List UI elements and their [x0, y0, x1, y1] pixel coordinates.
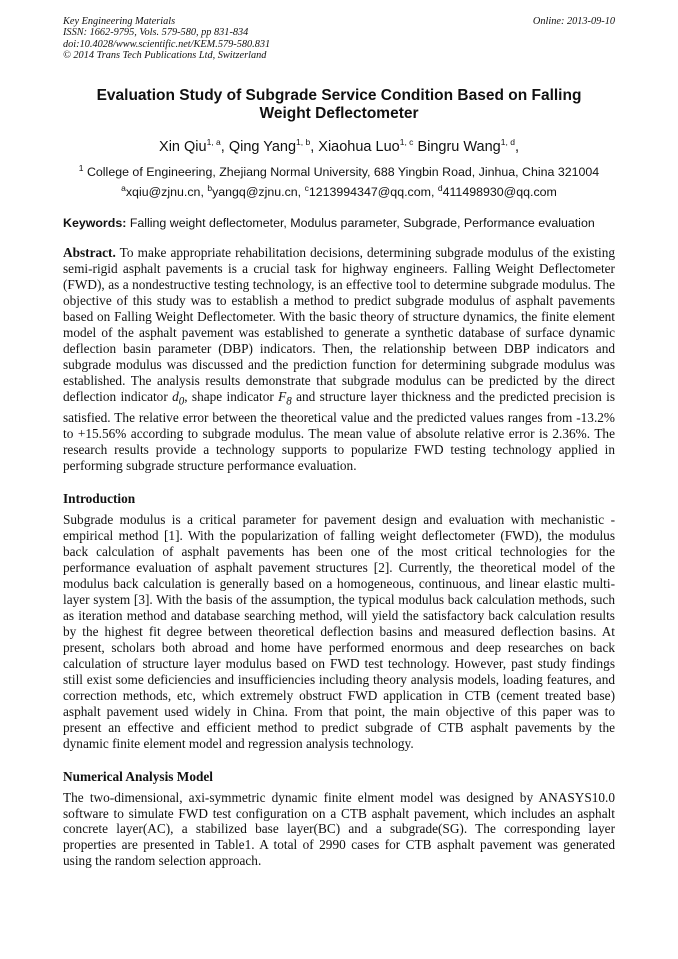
- author-name: Qing Yang: [228, 139, 297, 156]
- journal-header: [63, 16, 615, 61]
- keywords-label: Keywords:: [63, 216, 127, 231]
- var-subscript: 8: [286, 395, 292, 408]
- var-symbol: F: [278, 388, 287, 404]
- online-date: Online: 2013-09-10: [532, 16, 615, 27]
- email-link[interactable]: yangq@zjnu.cn: [212, 185, 298, 200]
- email-mark: c: [304, 183, 309, 194]
- shape-indicator-var: [278, 388, 292, 408]
- email-list: $^a$xqiu@zjnu.cn, $^b$yangq@zjnu.cn, $^c$1213994347@qq.com, $^d$411498930@qq.com: [121, 183, 557, 200]
- deflection-indicator-var: [172, 388, 185, 408]
- var-subscript: 0: [178, 395, 185, 408]
- affiliation: [63, 163, 615, 179]
- email-mark: b: [207, 183, 213, 194]
- email-link[interactable]: xqiu@zjnu.cn: [125, 185, 201, 200]
- email-link[interactable]: 1213994347@qq.com: [308, 185, 431, 200]
- author-affil-mark: 1, d: [500, 137, 515, 148]
- section-heading-introduction: Introduction: [63, 491, 136, 507]
- author-affil-mark: 1, b: [296, 137, 311, 148]
- paper-title: Evaluation Study of Subgrade Service Condition Based on Falling Weight Deflectometer: [96, 87, 582, 123]
- var-symbol: d: [172, 388, 179, 404]
- abstract-text: , shape indicator: [184, 388, 274, 404]
- author-affil-mark: 1, c: [399, 137, 414, 148]
- copyright-line: © 2014 Trans Tech Publications Ltd, Switzerland: [63, 49, 267, 61]
- numerical-model-paragraph: The two-dimensional, axi-symmetric dynamic finite elment model was designed by ANASYS10.0 software to simulate FWD test configuration on a CTB asphalt pavement, which includes an asphalt concrete layer(AC), a stabilized base layer(BC) and a subgrade(SG). The corresponding layer properties are presented in Table1. A total of 2990 cases for CTB asphalt pavement was generated using the random selection approach.: [63, 789, 615, 869]
- author-name: Xiaohua Luo: [318, 139, 400, 156]
- paper-page: [63, 16, 615, 869]
- doi-line: doi:10.4028/www.scientific.net/KEM.579-580.831: [63, 38, 271, 50]
- abstract-text: To make appropriate rehabilitation decisions, determining subgrade modulus of the existing semi-rigid asphalt pavements is a crucial task for highway engineers. Falling Weight Deflectometer (FWD), as a nondestructive testing technology, is an effective tool to determine subgrade modulus. The objective of this study was to establish a method to predict subgrade modulus of asphalt pavements based on Falling Weight Deflectometer. With the basic theory of structure dynamics, the finite element model of the asphalt pavement was established to generate a synthetic database of surface dynamic deflection basin parameter (DBP) indicators. Then, the relationship between DBP indicators and subgrade modulus was discussed and the prediction function for determining subgrade modulus was established. The analysis results demonstrate that subgrade modulus can be predicted by the direct deflection indicator: [63, 245, 615, 404]
- abstract-label: Abstract.: [63, 245, 116, 261]
- email-mark: d: [437, 183, 443, 194]
- keywords-line: [63, 216, 615, 230]
- abstract-paragraph: [63, 245, 615, 474]
- abstract-text: and structure layer thickness and the predicted precision is satisfied. The relative error between the theoretical value and the predicted values ranges from -13.2% to +15.56% according to subgrade modulus. The mean value of absolute relative error is 2.36%. The research results provide a technology supports to popularize FWD testing technology applied in performing subgrade structure performance evaluation.: [63, 388, 615, 474]
- email-link[interactable]: 411498930@qq.com: [442, 185, 557, 200]
- author-name: Xin Qiu: [159, 139, 207, 156]
- introduction-paragraph: Subgrade modulus is a critical parameter for pavement design and evaluation with mechanistic -empirical method [1]. With the popularization of falling weight deflectometer (FWD), the modulus back calculation of asphalt pavements has been one of the most critical technologies for the performance evaluation of asphalt pavement structures [2]. Currently, the theoretical model of the modulus back calculation is generally based on a homogeneous, continuous, and linear elastic multi-layer system [3]. With the basis of the assumption, the typical modulus back calculation methods, such as iteration method and database searching method, will yield the satisfactory back calculation results by the highest fit degree between theoretical deflection basins and measured deflection basins. At present, scholars both abroad and home have performed enormous and deep researches on back calculation of structure layer modulus based on FWD test technology. However, past study findings still exist some deficiencies and insufficiencies including theory analysis models, loading features, and correction methods, etc, which extremely obstruct FWD application in CTB (cement treated base) asphalt pavement used widely in China. From that point, the main objective of this paper was to present an effective and efficient method to predict subgrade of CTB asphalt pavements by the dynamic finite element model and regression analysis technology.: [63, 512, 615, 751]
- author-affil-mark: 1, a: [206, 137, 221, 148]
- affiliation-text: College of Engineering, Zhejiang Normal University, 688 Yingbin Road, Jinhua, China 321004: [86, 165, 600, 180]
- author-name: Bingru Wang: [417, 139, 501, 156]
- section-heading-numerical-model: Numerical Analysis Model: [63, 768, 213, 784]
- issn-line: ISSN: 1662-9795, Vols. 579-580, pp 831-834: [63, 27, 249, 39]
- keywords-text: Falling weight deflectometer, Modulus parameter, Subgrade, Performance evaluation: [129, 216, 595, 231]
- author-list: Xin Qiu$^{1, a}$, Qing Yang$^{1, b}$, Xiaohua Luo$^{1, c}$ Bingru Wang$^{1, d}$,: [159, 137, 519, 156]
- journal-name: Key Engineering Materials: [63, 16, 176, 27]
- email-mark: a: [121, 183, 126, 194]
- affiliation-mark: 1: [78, 163, 84, 174]
